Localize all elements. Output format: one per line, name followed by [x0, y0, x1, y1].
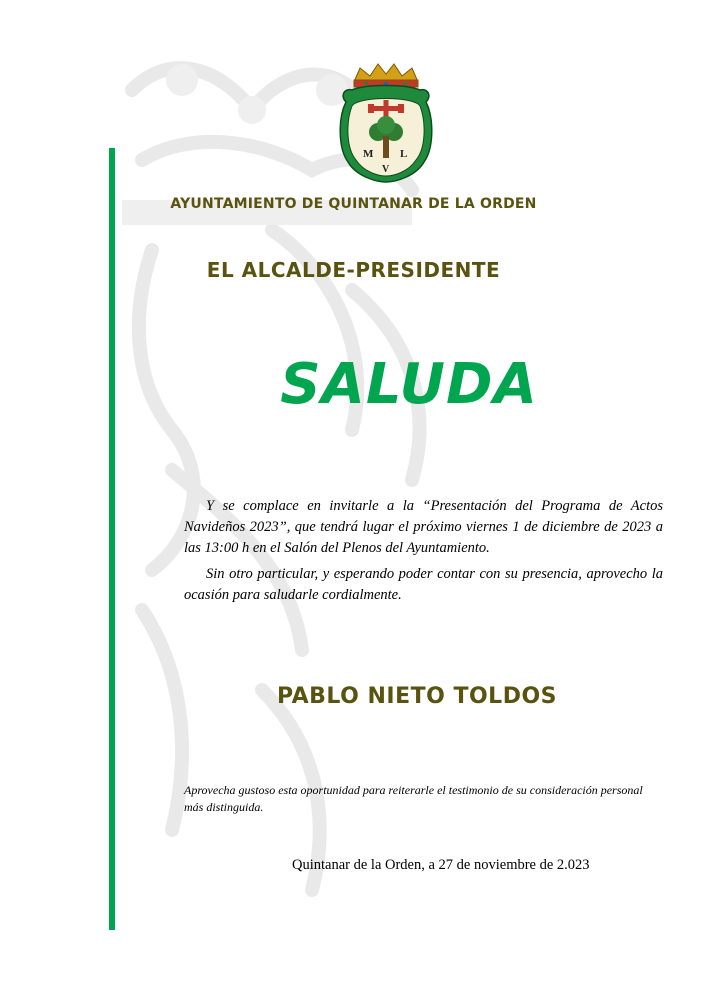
crest-letter-v: V	[382, 164, 390, 175]
invitation-paragraph: Y se complace en invitarle a la “Presentación del Programa de Actos Navideños 2023”, que tendrá lugar el próximo viernes 1 de diciembre de 2023 a las 13:00 h en el Salón del Plenos del Ayuntamiento.	[184, 498, 663, 556]
crest-letter-m: M	[363, 148, 374, 160]
place-and-date: Quintanar de la Orden, a 27 de noviembre de 2.023	[292, 857, 590, 873]
coat-of-arms-icon	[336, 62, 436, 184]
greeting-paragraph: Sin otro particular, y esperando poder contar con su presencia, aprovecho la ocasión para saludarle cordialmente.	[184, 566, 663, 603]
mayor-title: EL ALCALDE-PRESIDENTE	[206, 258, 501, 282]
organization-name: AYUNTAMIENTO DE QUINTANAR DE LA ORDEN	[170, 196, 537, 212]
invitation-body	[184, 496, 663, 611]
saluda-heading: SALUDA	[280, 352, 538, 417]
signer-name: PABLO NIETO TOLDOS	[276, 684, 558, 709]
closing-formula: Aprovecha gustoso esta oportunidad para reiterarle el testimonio de su consideración personal más distinguida.	[184, 783, 643, 814]
crest-letter-l: L	[400, 148, 408, 160]
